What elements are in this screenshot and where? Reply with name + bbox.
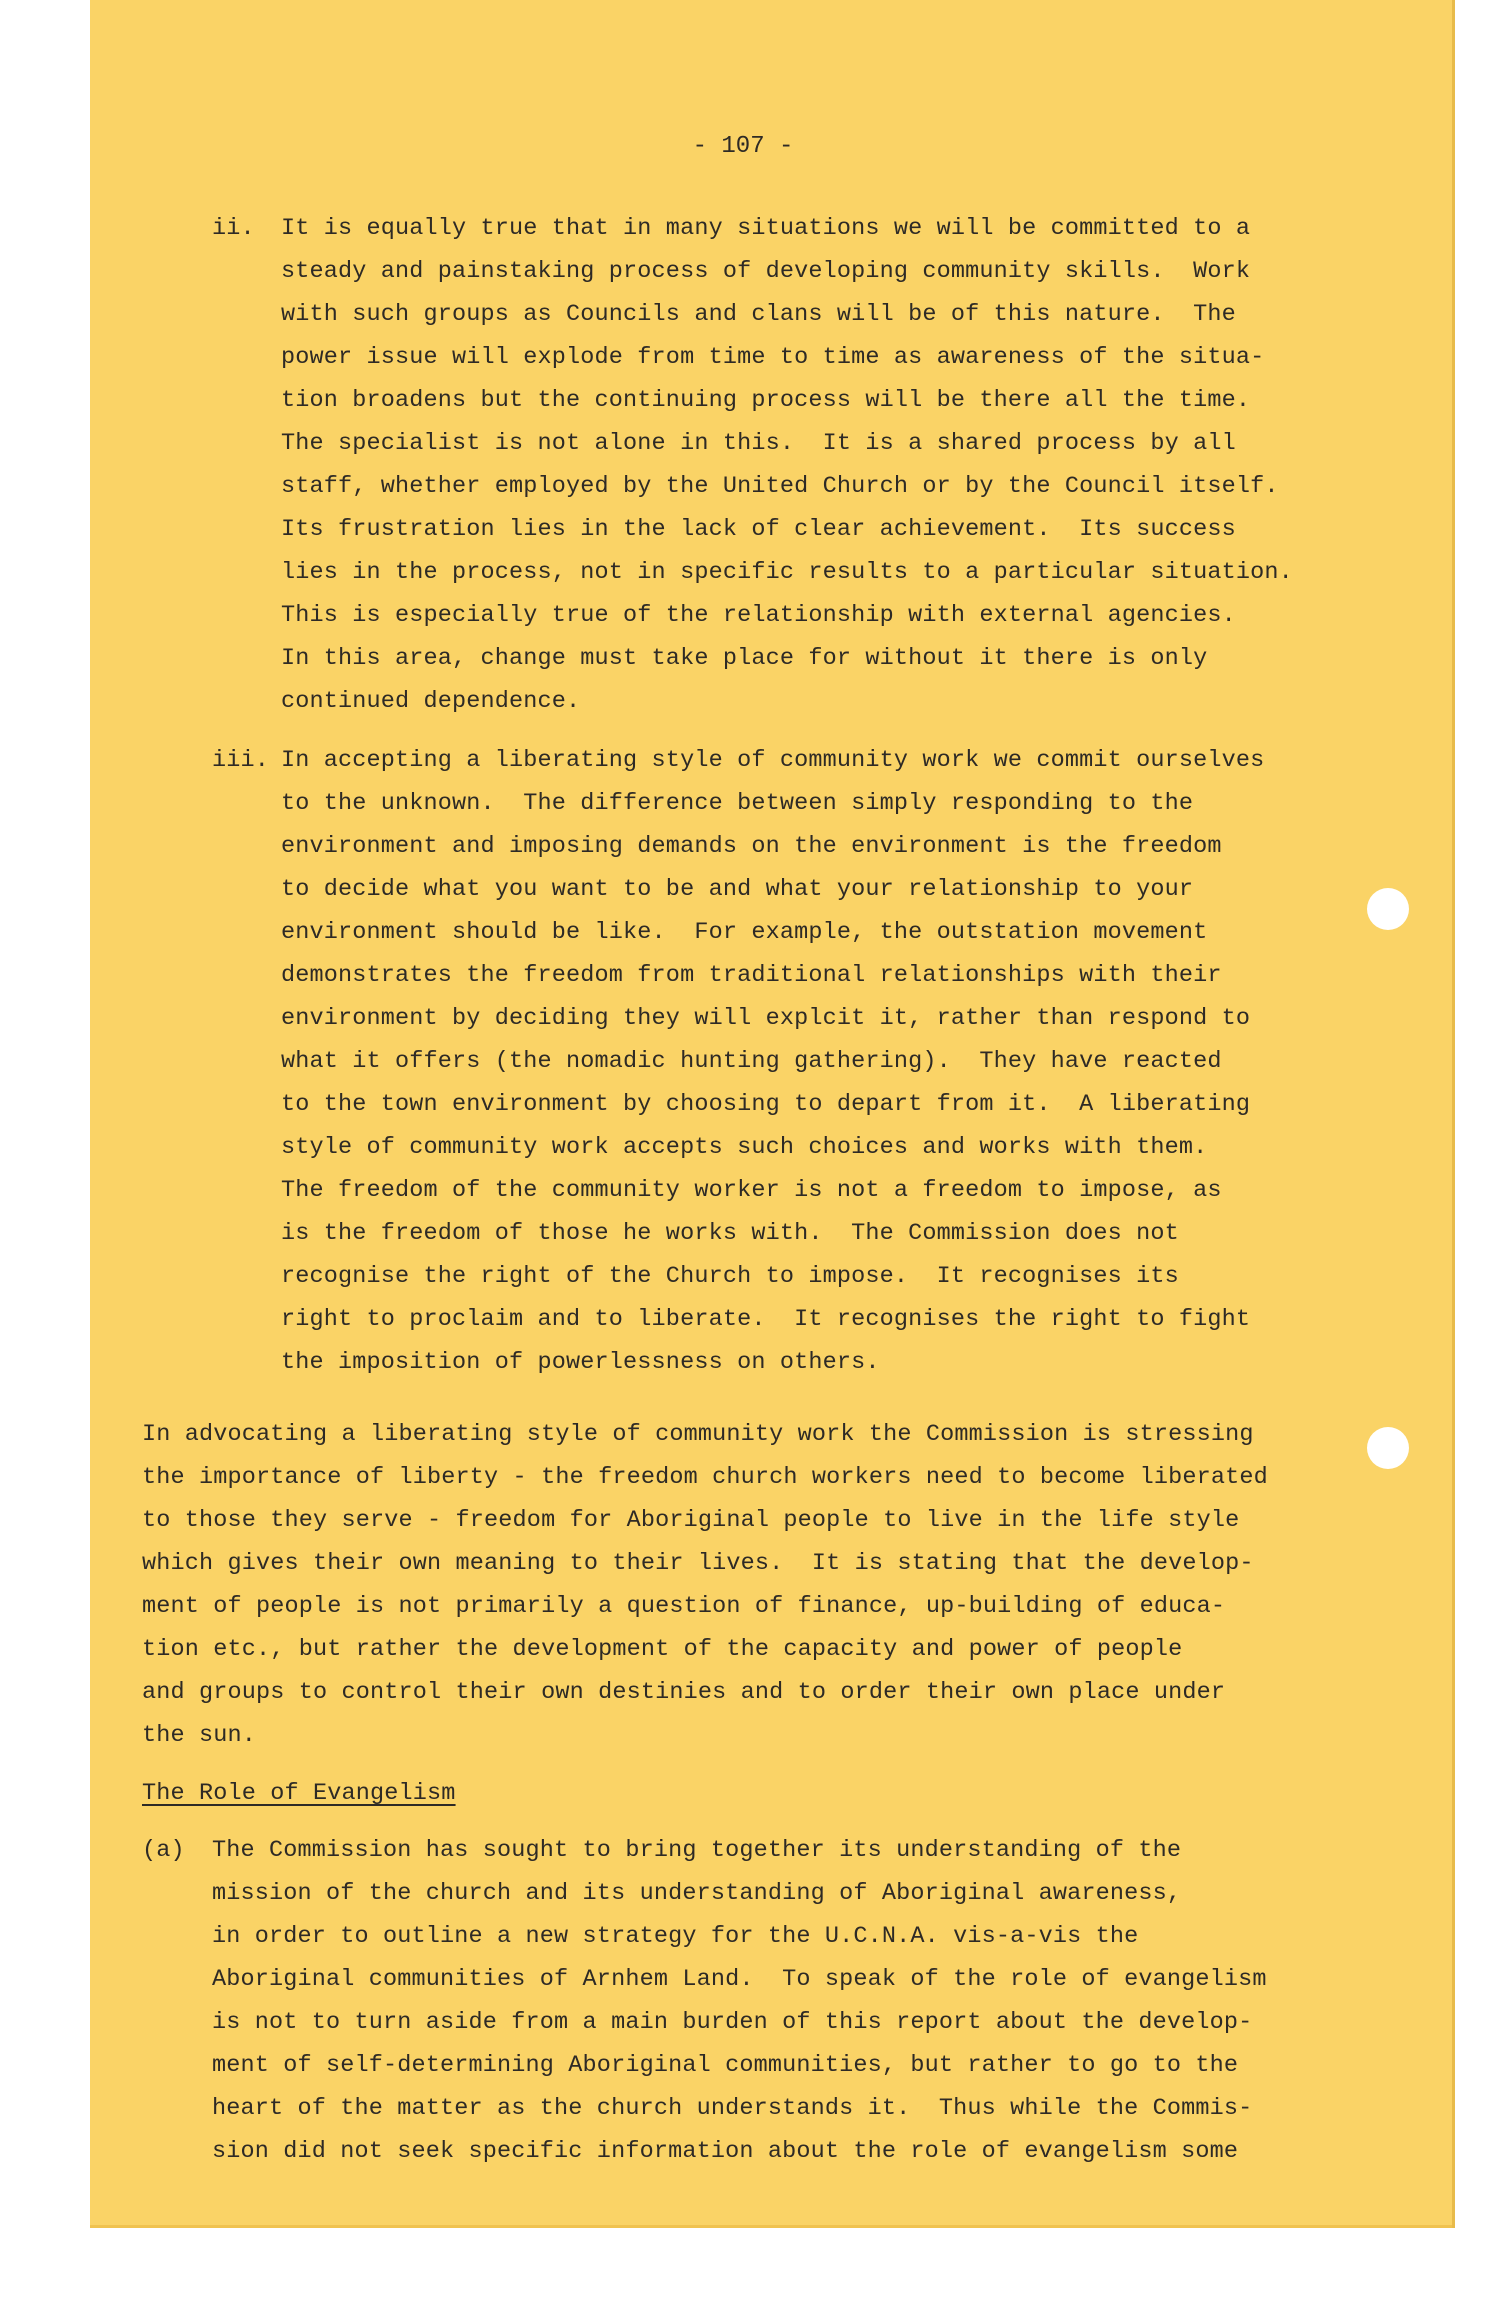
body-paragraph xyxy=(142,1413,1268,1757)
text-line: to those they serve - freedom for Aboriginal people to live in the life style xyxy=(142,1507,1240,1534)
text-line: ment of self-determining Aboriginal communities, but rather to go to the xyxy=(212,2052,1239,2079)
text-line: to decide what you want to be and what your relationship to your xyxy=(281,876,1194,903)
text-line: sion did not seek specific information about the role of evangelism some xyxy=(212,2138,1239,2165)
text-line: tion etc., but rather the development of the capacity and power of people xyxy=(142,1636,1183,1663)
punch-hole-top xyxy=(1367,888,1409,930)
text-line: in order to outline a new strategy for the U.C.N.A. vis-a-vis the xyxy=(212,1923,1139,1950)
text-line: is the freedom of those he works with. The Commission does not xyxy=(281,1220,1179,1247)
text-line: tion broadens but the continuing process will be there all the time. xyxy=(281,387,1251,414)
text-line: what it offers (the nomadic hunting gathering). They have reacted xyxy=(281,1048,1222,1075)
text-line: continued dependence. xyxy=(281,688,581,715)
text-line: to the unknown. The difference between simply responding to the xyxy=(281,790,1194,817)
text-line: environment by deciding they will explcit it, rather than respond to xyxy=(281,1005,1251,1032)
text-line: to the town environment by choosing to depart from it. A liberating xyxy=(281,1091,1251,1118)
text-line: staff, whether employed by the United Church or by the Council itself. xyxy=(281,473,1279,500)
text-line: demonstrates the freedom from traditional relationships with their xyxy=(281,962,1222,989)
text-line: heart of the matter as the church understands it. Thus while the Commis- xyxy=(212,2095,1253,2122)
text-line: environment should be like. For example, the outstation movement xyxy=(281,919,1208,946)
item-a-marker: (a) xyxy=(142,1837,185,1864)
text-line: right to proclaim and to liberate. It recognises the right to fight xyxy=(281,1306,1251,1333)
text-line: the sun. xyxy=(142,1722,257,1749)
text-line: Its frustration lies in the lack of clear achievement. Its success xyxy=(281,516,1236,543)
item-ii-text xyxy=(281,207,1293,723)
item-ii-marker: ii. xyxy=(212,215,255,242)
text-line: It is equally true that in many situations we will be committed to a xyxy=(281,215,1251,242)
section-heading: The Role of Evangelism xyxy=(142,1780,456,1807)
text-line: Aboriginal communities of Arnhem Land. To speak of the role of evangelism xyxy=(212,1966,1267,1993)
item-a-text xyxy=(212,1829,1267,2173)
text-line: This is especially true of the relationship with external agencies. xyxy=(281,602,1236,629)
text-line: steady and painstaking process of developing community skills. Work xyxy=(281,258,1251,285)
text-line: The Commission has sought to bring together its understanding of the xyxy=(212,1837,1182,1864)
punch-hole-bottom xyxy=(1367,1427,1409,1469)
text-line: the importance of liberty - the freedom church workers need to become liberated xyxy=(142,1464,1268,1491)
item-iii-text xyxy=(281,739,1264,1384)
text-line: In accepting a liberating style of community work we commit ourselves xyxy=(281,747,1265,774)
text-line: The freedom of the community worker is not a freedom to impose, as xyxy=(281,1177,1222,1204)
page-number: - 107 - xyxy=(692,133,794,160)
text-line: with such groups as Councils and clans will be of this nature. The xyxy=(281,301,1236,328)
text-line: the imposition of powerlessness on others. xyxy=(281,1349,880,1376)
text-line: and groups to control their own destinies and to order their own place under xyxy=(142,1679,1226,1706)
text-line: is not to turn aside from a main burden of this report about the develop- xyxy=(212,2009,1253,2036)
item-iii-marker: iii. xyxy=(212,747,270,774)
text-line: ment of people is not primarily a question of finance, up-building of educa- xyxy=(142,1593,1226,1620)
text-line: which gives their own meaning to their lives. It is stating that the develop- xyxy=(142,1550,1254,1577)
text-line: power issue will explode from time to time as awareness of the situa- xyxy=(281,344,1265,371)
text-line: In advocating a liberating style of community work the Commission is stressing xyxy=(142,1421,1254,1448)
text-line: recognise the right of the Church to impose. It recognises its xyxy=(281,1263,1179,1290)
text-line: mission of the church and its understanding of Aboriginal awareness, xyxy=(212,1880,1182,1907)
text-line: The specialist is not alone in this. It is a shared process by all xyxy=(281,430,1236,457)
text-line: style of community work accepts such choices and works with them. xyxy=(281,1134,1208,1161)
text-line: In this area, change must take place for without it there is only xyxy=(281,645,1208,672)
text-line: lies in the process, not in specific results to a particular situation. xyxy=(281,559,1293,586)
text-line: environment and imposing demands on the environment is the freedom xyxy=(281,833,1222,860)
